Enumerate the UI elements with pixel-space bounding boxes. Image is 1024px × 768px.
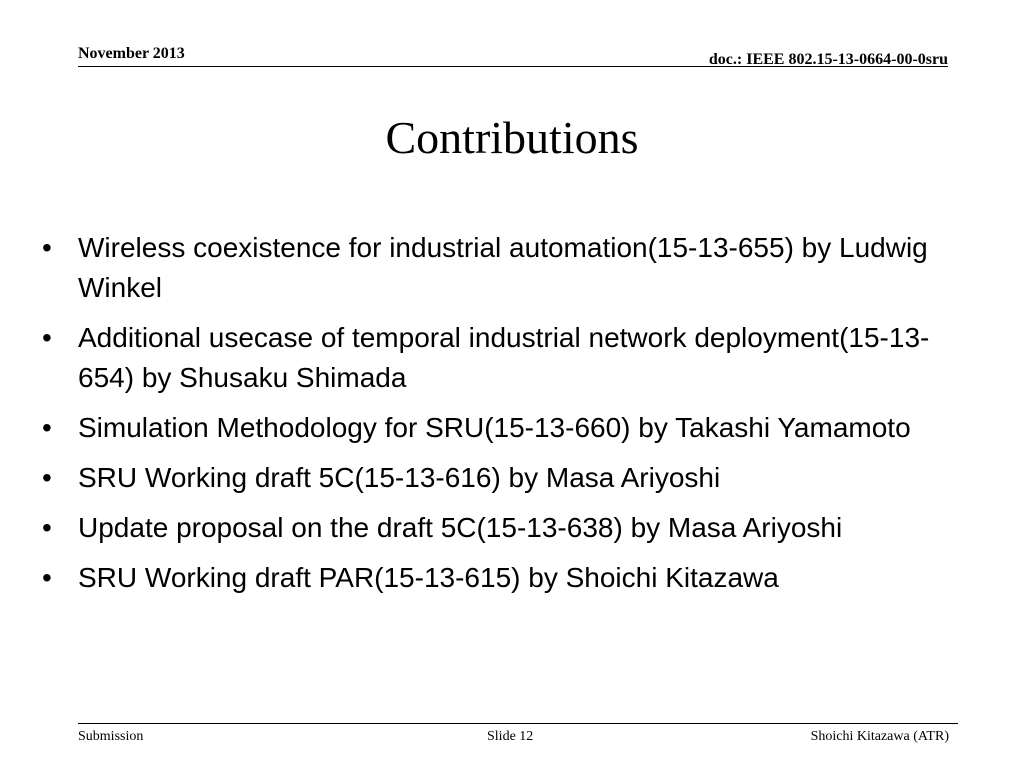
bullet-icon: • <box>42 512 52 543</box>
bullet-icon: • <box>42 322 52 353</box>
bullet-icon: • <box>42 412 52 443</box>
list-item-text: Simulation Methodology for SRU(15-13-660) by Takashi Yamamoto <box>78 412 911 443</box>
footer-author: Shoichi Kitazawa (ATR) <box>810 729 949 744</box>
list-item <box>30 228 970 308</box>
list-item-text: Additional usecase of temporal industrial network deployment(15-13-654) by Shusaku Shimada <box>78 322 930 393</box>
list-item-text: SRU Working draft PAR(15-13-615) by Shoichi Kitazawa <box>78 562 779 593</box>
list-item <box>30 408 970 448</box>
list-item <box>30 558 970 598</box>
list-item <box>30 508 970 548</box>
list-item-text: Wireless coexistence for industrial automation(15-13-655) by Ludwig Winkel <box>78 232 928 303</box>
slide-title: Contributions <box>385 112 639 163</box>
header-date: November 2013 <box>78 45 185 62</box>
bullet-icon: • <box>42 462 52 493</box>
list-item-text: Update proposal on the draft 5C(15-13-638) by Masa Ariyoshi <box>78 512 843 543</box>
list-item-text: SRU Working draft 5C(15-13-616) by Masa Ariyoshi <box>78 462 721 493</box>
list-item <box>30 458 970 498</box>
bullet-icon: • <box>42 562 52 593</box>
header-divider <box>78 66 948 67</box>
footer-submission: Submission <box>78 729 144 744</box>
footer-slide-number: Slide 12 <box>487 729 534 744</box>
contribution-list <box>30 228 970 608</box>
header-document-id: doc.: IEEE 802.15-13-0664-00-0sru <box>708 51 948 68</box>
list-item <box>30 318 970 398</box>
footer-divider <box>78 723 958 724</box>
bullet-icon: • <box>42 232 52 263</box>
